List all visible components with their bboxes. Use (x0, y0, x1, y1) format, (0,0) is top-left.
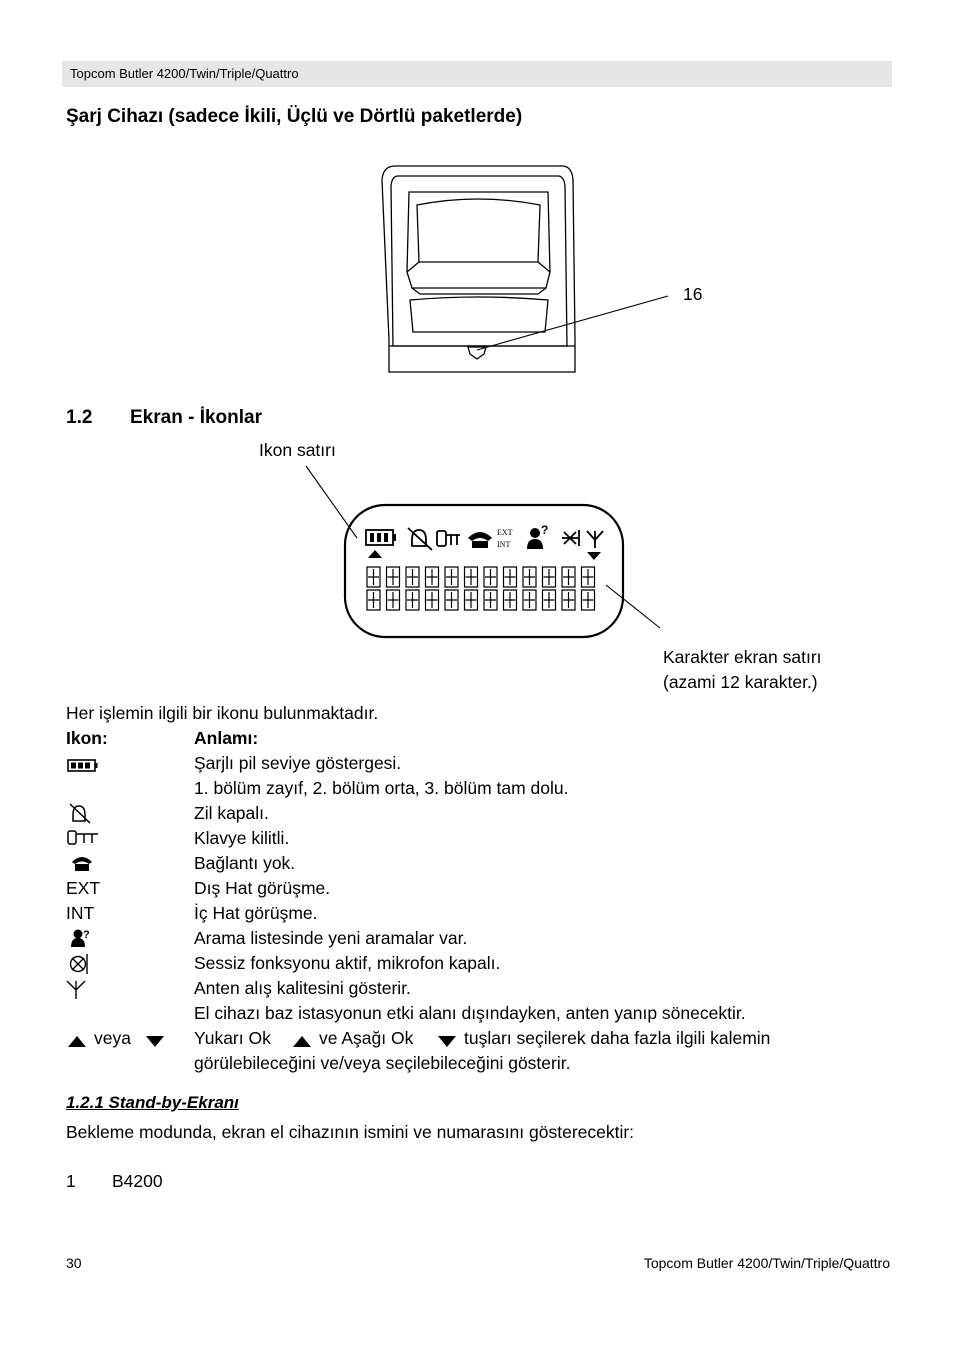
lcd-char-cell (582, 590, 595, 610)
lcd-mute-icon (562, 530, 579, 546)
meaning-antenna-detail: El cihazı baz istasyonun etki alanı dışındayken, anten yanıp sönecektir. (194, 1003, 746, 1023)
bell-off-icon (70, 804, 90, 823)
lcd-char-cell (367, 567, 380, 587)
table-icons (0, 750, 954, 1150)
battery-icon (68, 760, 98, 771)
lcd-ext-label: EXT (497, 528, 513, 537)
lcd-char-cell (406, 567, 419, 587)
key-lock-icon (68, 831, 98, 844)
meaning-ext: Dış Hat görüşme. (194, 878, 331, 898)
callout-16: 16 (683, 284, 703, 304)
arrows-veya: veya (94, 1028, 131, 1048)
lcd-char-cell (562, 590, 575, 610)
lcd-char-cell (445, 590, 458, 610)
section-number: 1.2 (66, 407, 93, 428)
lcd-char-cell (387, 567, 400, 587)
up-arrow-icon (68, 1036, 86, 1047)
lcd-character-rows (367, 567, 595, 610)
lcd-up-arrow-icon (368, 550, 382, 558)
lcd-antenna-icon (587, 531, 603, 548)
meaning-battery-detail: 1. bölüm zayıf, 2. bölüm orta, 3. bölüm tam dolu. (194, 778, 569, 798)
lcd-char-cell (445, 567, 458, 587)
lcd-char-cell (504, 567, 517, 587)
char-row-label-1: Karakter ekran satırı (663, 647, 822, 667)
standby-title: 1.2.1 Stand-by-Ekranı (66, 1093, 239, 1112)
meaning-caller: Arama listesinde yeni aramalar var. (194, 928, 468, 948)
meaning-int: İç Hat görüşme. (194, 903, 318, 923)
mute-icon (71, 954, 88, 974)
icon-ext-label: EXT (66, 878, 101, 898)
svg-text:?: ? (83, 929, 90, 941)
footer-title: Topcom Butler 4200/Twin/Triple/Quattro (643, 1255, 890, 1271)
lcd-char-cell (367, 590, 380, 610)
meaning-antenna: Anten alış kalitesini gösterir. (194, 978, 411, 998)
standby-name: B4200 (112, 1171, 163, 1191)
lcd-char-cell (523, 590, 536, 610)
meaning-bell-off: Zil kapalı. (194, 803, 269, 823)
display-section-title (66, 407, 262, 429)
lcd-char-cell (543, 567, 556, 587)
lcd-char-cell (484, 567, 497, 587)
lcd-caller-icon (527, 523, 548, 549)
lcd-char-cell (406, 590, 419, 610)
lcd-char-cell (387, 590, 400, 610)
lcd-char-cell (504, 590, 517, 610)
lcd-char-cell (465, 567, 478, 587)
arrows-meaning-2: ve Aşağı Ok (319, 1028, 414, 1048)
standby-number: 1 (66, 1171, 76, 1191)
lcd-char-cell (426, 567, 439, 587)
section-title-text: Ekran - İkonlar (130, 407, 262, 428)
lcd-char-cell (465, 590, 478, 610)
lcd-int-label: INT (497, 540, 511, 549)
icon-int-label: INT (66, 903, 95, 923)
caller-icon (71, 929, 90, 947)
arrows-meaning-4: görülebileceğini ve/veya seçilebileceğini gösterir. (194, 1053, 571, 1073)
lcd-char-cell (484, 590, 497, 610)
char-row-label-2: (azami 12 karakter.) (663, 672, 818, 692)
arrows-meaning-1: Yukarı Ok (194, 1028, 271, 1048)
lcd-key-lock-icon (437, 531, 460, 546)
up-arrow-inline-icon (293, 1036, 311, 1047)
down-arrow-inline-icon (438, 1036, 456, 1047)
lcd-phone-icon (468, 532, 492, 548)
lcd-char-cell (543, 590, 556, 610)
arrows-meaning-3: tuşları seçilerek daha fazla ilgili kalemin (464, 1028, 771, 1048)
page-number: 30 (66, 1255, 82, 1271)
meaning-mute: Sessiz fonksyonu aktif, mikrofon kapalı. (194, 953, 501, 973)
icon-row-label: Ikon satırı (259, 440, 336, 460)
lcd-char-cell (562, 567, 575, 587)
lcd-battery-icon (366, 530, 396, 545)
standby-desc: Bekleme modunda, ekran el cihazının ismini ve numarasını gösterecektir: (66, 1122, 635, 1142)
meaning-key-lock: Klavye kilitli. (194, 828, 290, 848)
lcd-bell-off-icon (408, 528, 432, 550)
lcd-char-cell (523, 567, 536, 587)
page-header: Topcom Butler 4200/Twin/Triple/Quattro (62, 61, 892, 87)
col-meaning-header: Anlamı: (194, 728, 259, 748)
charger-illustration (0, 0, 954, 400)
svg-text:?: ? (541, 523, 549, 537)
lcd-down-arrow-icon (587, 552, 601, 560)
col-icon-header: Ikon: (66, 728, 108, 748)
phone-icon (72, 857, 92, 871)
antenna-icon (67, 981, 85, 999)
lcd-char-cell (582, 567, 595, 587)
down-arrow-icon (146, 1036, 164, 1047)
meaning-phone: Bağlantı yok. (194, 853, 296, 873)
meaning-battery: Şarjlı pil seviye göstergesi. (194, 753, 402, 773)
lcd-char-cell (426, 590, 439, 610)
icons-intro: Her işlemin ilgili bir ikonu bulunmaktadır. (66, 703, 379, 723)
charger-section-title: Şarj Cihazı (sadece İkili, Üçlü ve Dörtlü paketlerde) (66, 106, 523, 127)
